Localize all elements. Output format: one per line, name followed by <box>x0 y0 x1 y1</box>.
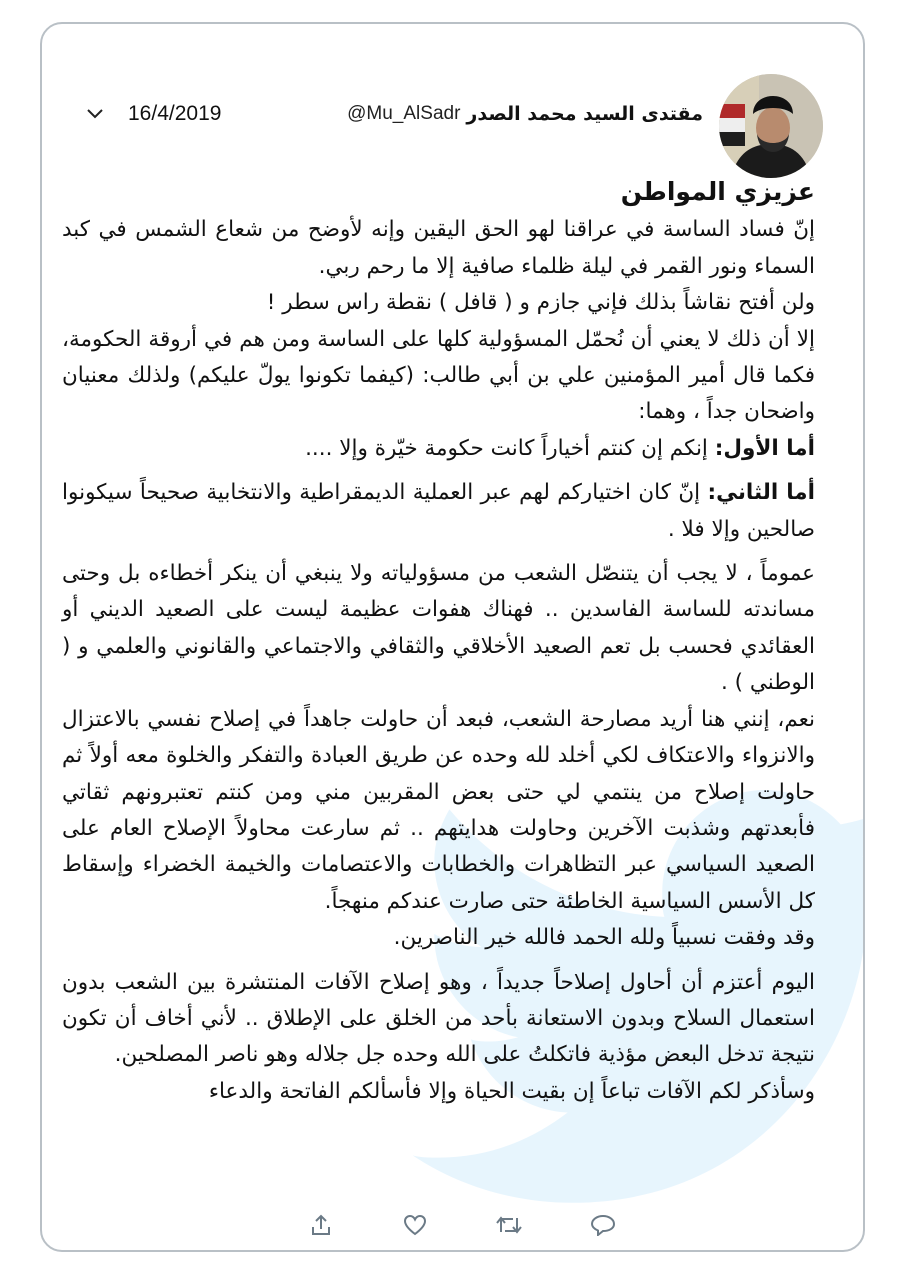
first-text: إنكم إن كنتم أخياراً كانت حكومة خيّرة وإلا .... <box>305 435 708 461</box>
paragraph: إلا أن ذلك لا يعني أن نُحمّل المسؤولية كلها على الساسة ومن هم في أروقة الحكومة، فكما قال أمير المؤمنين علي بن أبي طالب: (كيفما تكونوا يولّ عليكم) ولذلك معنيان واضحان جداً ، وهما: <box>62 326 815 425</box>
paragraph: وقد وفقت نسبياً ولله الحمد فالله خير الناصرين. <box>393 925 815 951</box>
reply-icon[interactable] <box>589 1211 617 1239</box>
paragraph: إنّ فساد الساسة في عراقنا لهو الحق اليقين وإنه لأوضح من شعاع الشمس في كبد السماء ونور القمر في ليلة ظلماء صافية إلا ما رحم ربي. <box>62 217 815 279</box>
tweet-text <box>62 174 815 1110</box>
second-meaning <box>62 475 815 548</box>
user-name[interactable]: مقتدى السيد محمد الصدر <box>466 103 703 125</box>
heart-icon[interactable] <box>401 1211 429 1239</box>
tweet-actions <box>307 1210 617 1240</box>
paragraph: اليوم أعتزم أن أحاول إصلاحاً جديداً ، وهو إصلاح الآفات المنتشرة بين الشعب بدون استعمال السلاح وبدون الاستعانة بأحد من الخلق على الإطلاق .. لأني أخاف أن تكون نتيجة تدخل البعض مؤذية فاتكلتُ على الله وحده جل جلاله وهو ناصر المصلحين. <box>62 969 815 1068</box>
tweet-date: 16/4/2019 <box>128 102 222 125</box>
first-label: أما الأول: <box>714 435 815 461</box>
tweet-card <box>40 22 865 1252</box>
user-handle[interactable]: @Mu_AlSadr <box>347 103 461 124</box>
retweet-icon[interactable] <box>495 1211 523 1239</box>
paragraph: وسأذكر لكم الآفات تباعاً إن بقيت الحياة وإلا فأسألكم الفاتحة والدعاء <box>208 1078 815 1104</box>
first-meaning <box>62 431 815 467</box>
avatar[interactable] <box>719 74 823 178</box>
chevron-down-icon[interactable] <box>82 101 108 127</box>
second-text: إنّ كان اختياركم لهم عبر العملية الديمقراطية والانتخابية صحيحاً سيكونوا صالحين وإلا فلا . <box>62 480 815 542</box>
second-label: أما الثاني: <box>707 480 815 506</box>
paragraph: ولن أفتح نقاشاً بذلك فإني جازم و ( قافل ) نقطة راس سطر ! <box>266 290 815 316</box>
share-icon[interactable] <box>307 1211 335 1239</box>
greeting: عزيزي المواطن <box>620 177 815 206</box>
profile-photo <box>719 74 823 178</box>
paragraph: نعم، إنني هنا أريد مصارحة الشعب، فبعد أن حاولت جاهداً في إصلاح نفسي بالاعتزال والانزواء والاعتكاف لكي أخلد لله وحده عن طريق العبادة والتفكر والخلوة معه أولاً ثم حاولت إصلاح من ينتمي لي حتى بعض المقربين مني ومن كنتم تعتبرونهم ثقاتي فأبعدتهم وشذبت الآخرين وحاولت هدايتهم .. ثم سارعت محاولاً الإصلاح العام على الصعيد السياسي عبر التظاهرات والخطابات والاعتصامات والخيمة الخضراء وإسقاط كل الأسس السياسية الخاطئة حتى صارت عندكم منهجاً. <box>62 706 815 914</box>
tweet-header <box>82 94 703 134</box>
paragraph: عموماً ، لا يجب أن يتنصّل الشعب من مسؤولياته ولا ينبغي أن ينكر أخطاءه بل وحتى مساندته للساسة الفاسدين .. فهناك هفوات عظيمة ليست على الصعيد الديني أو العقائدي فحسب بل تعم الصعيد الأخلاقي والثقافي والاجتماعي والقانوني والعلمي و ( الوطني ) . <box>62 561 815 696</box>
